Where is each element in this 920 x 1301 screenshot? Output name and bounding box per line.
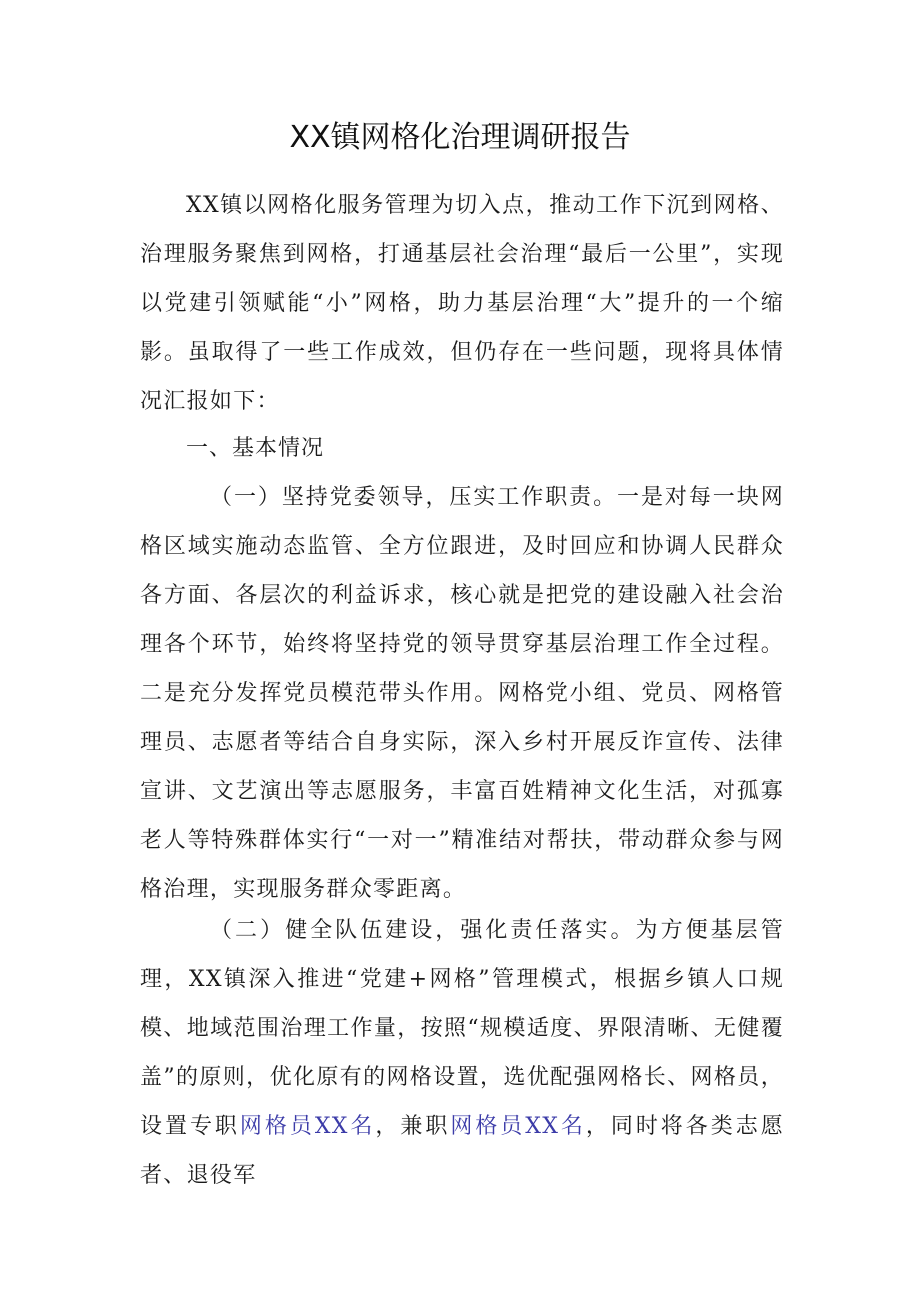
page-title: XX镇网格化治理调研报告 (289, 120, 631, 155)
section-heading-basic-situation: 一、基本情况 (186, 436, 325, 461)
parttime-grid-staff-link[interactable]: 网格员XX名 (450, 1114, 586, 1139)
section1-paragraph-2 (140, 906, 784, 1200)
intro-paragraph: XX镇以网格化服务管理为切入点，推动工作下沉到网格、治理服务聚焦到网格，打通基层社会治理“最后一公里”，实现以党建引领赋能“小”网格，助力基层治理“大”提升的一个缩影。虽取得了一些工作成效，但仍存在一些问题，现将具体情况汇报如下： (140, 193, 784, 414)
section1-paragraph-1: （一）坚持党委领导，压实工作职责。一是对每一块网格区域实施动态监管、全方位跟进，及时回应和协调人民群众各方面、各层次的利益诉求，核心就是把党的建设融入社会治理各个环节，始终将坚持党的领导贯穿基层治理工作全过程。二是充分发挥党员模范带头作用。网格党小组、党员、网格管理员、志愿者等结合自身实际，深入乡村开展反诈宣传、法律宣讲、文艺演出等志愿服务，丰富百姓精神文化生活，对孤寡老人等特殊群体实行“一对一”精准结对帮扶，带动群众参与网格治理，实现服务群众零距离。 (140, 485, 784, 902)
paragraph-text: ，兼职 (375, 1114, 451, 1139)
paragraph-text: ，同时将各类志愿者、退役军 (140, 1114, 785, 1188)
paragraph-text: （二）健全队伍建设，强化责任落实。为方便基层管理，XX镇深入推进“党建+网格”管理模式，根据乡镇人口规模、地域范围治理工作量，按照“规模适度、界限清晰、无健覆盖”的原则，优化原有的网格设置，选优配强网格长、网格员，设置专职 (140, 918, 784, 1139)
fulltime-grid-staff-link[interactable]: 网格员XX名 (239, 1114, 376, 1139)
